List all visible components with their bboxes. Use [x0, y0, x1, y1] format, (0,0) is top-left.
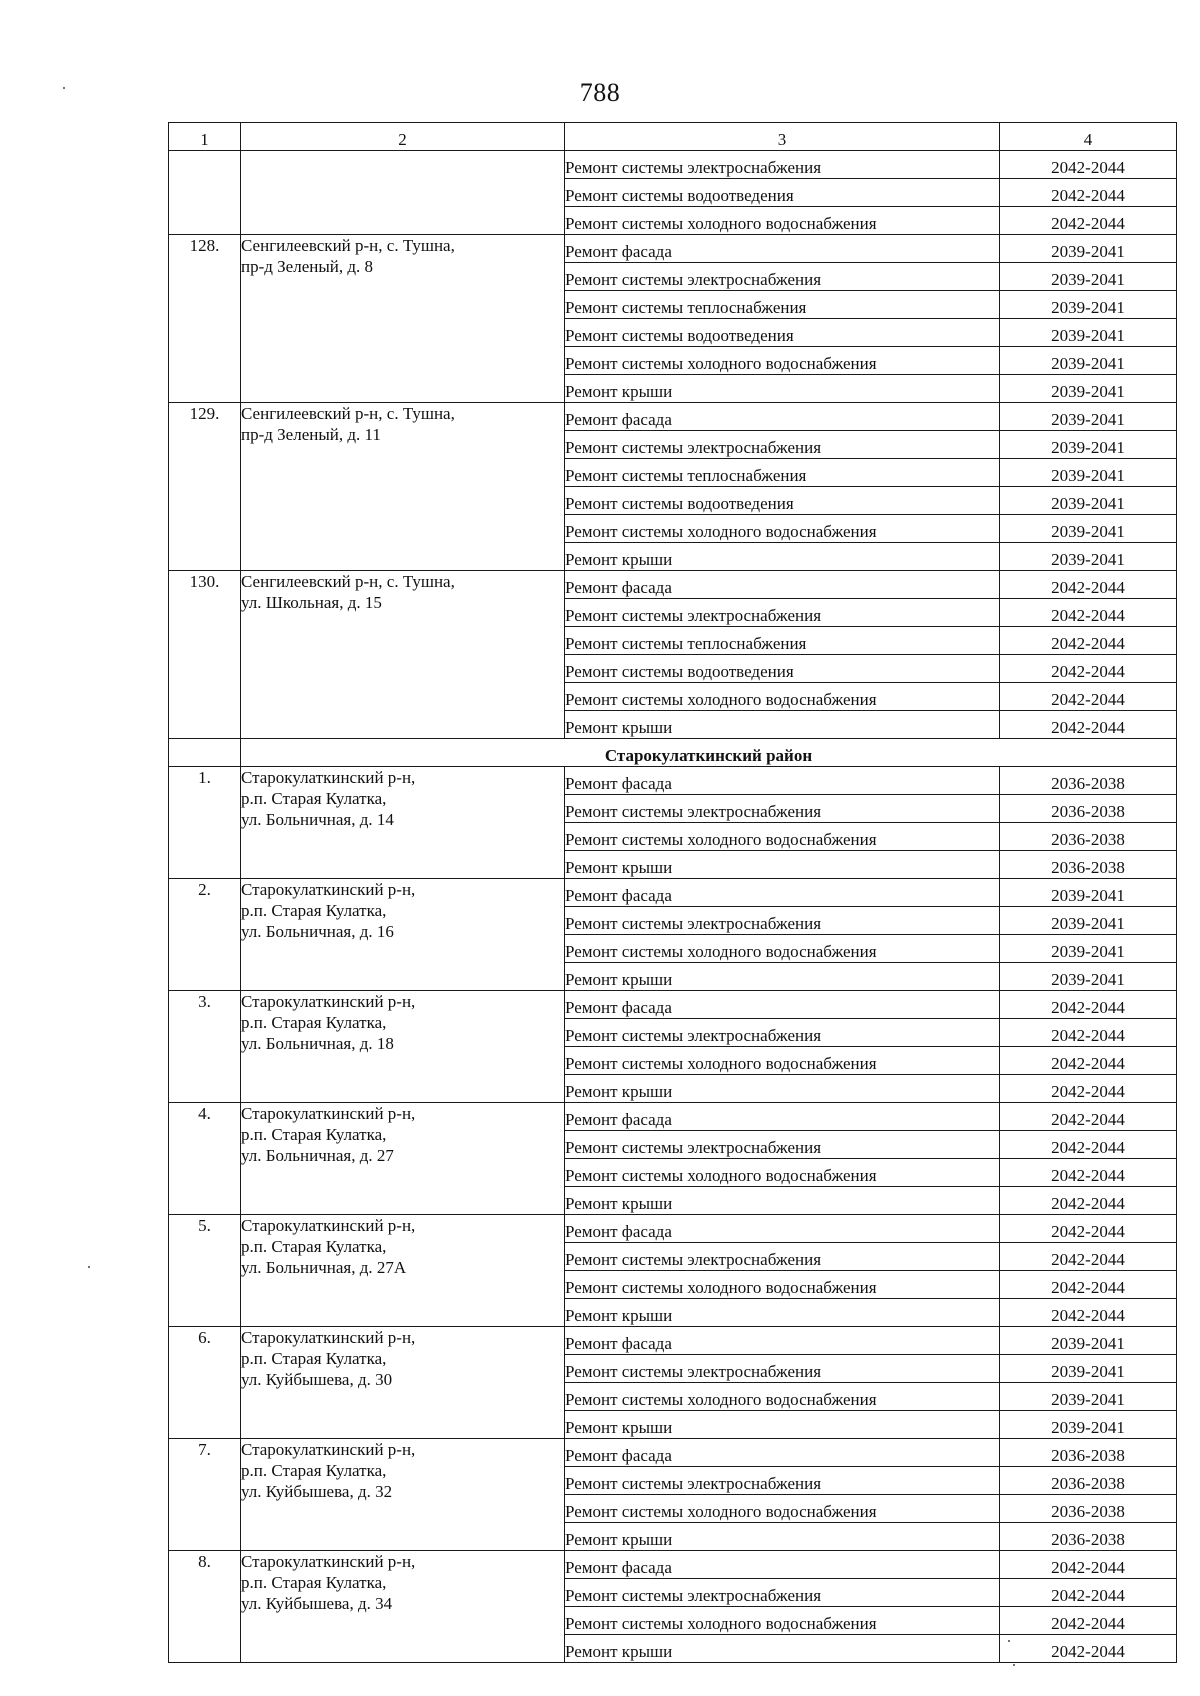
item-address — [241, 879, 565, 991]
item-number: 6. — [169, 1327, 241, 1439]
work-period: 2042-2044 — [1000, 599, 1177, 627]
work-period: 2036-2038 — [1000, 1439, 1177, 1467]
work-period: 2036-2038 — [1000, 1495, 1177, 1523]
address-line: пр-д Зеленый, д. 11 — [241, 425, 381, 444]
address-line: р.п. Старая Кулатка, — [241, 1349, 387, 1368]
work-period: 2042-2044 — [1000, 151, 1177, 179]
address-line: р.п. Старая Кулатка, — [241, 1237, 387, 1256]
item-number: 8. — [169, 1551, 241, 1663]
work-period: 2042-2044 — [1000, 1607, 1177, 1635]
table-row — [169, 1551, 1177, 1579]
work-type: Ремонт системы холодного водоснабжения — [565, 515, 1000, 543]
work-period: 2042-2044 — [1000, 1579, 1177, 1607]
work-period: 2042-2044 — [1000, 1103, 1177, 1131]
work-type: Ремонт системы холодного водоснабжения — [565, 1271, 1000, 1299]
table-row — [169, 879, 1177, 907]
item-number: 1. — [169, 767, 241, 879]
address-line: ул. Больничная, д. 27А — [241, 1258, 407, 1277]
work-type: Ремонт системы электроснабжения — [565, 431, 1000, 459]
work-period: 2039-2041 — [1000, 515, 1177, 543]
item-address — [241, 1327, 565, 1439]
work-period: 2039-2041 — [1000, 935, 1177, 963]
work-period: 2042-2044 — [1000, 1047, 1177, 1075]
scan-speck — [1008, 1640, 1010, 1642]
repair-schedule-table — [168, 122, 1177, 1663]
item-address — [241, 767, 565, 879]
work-type: Ремонт фасада — [565, 1439, 1000, 1467]
work-period: 2042-2044 — [1000, 1075, 1177, 1103]
address-line: ул. Куйбышева, д. 34 — [241, 1594, 393, 1613]
address-line: Старокулаткинский р-н, — [241, 992, 416, 1011]
address-line: ул. Больничная, д. 14 — [241, 810, 394, 829]
item-address — [241, 571, 565, 739]
item-address — [241, 1103, 565, 1215]
work-type: Ремонт крыши — [565, 1075, 1000, 1103]
address-line: пр-д Зеленый, д. 8 — [241, 257, 374, 276]
work-type: Ремонт фасада — [565, 235, 1000, 263]
address-line: ул. Больничная, д. 18 — [241, 1034, 394, 1053]
work-period: 2042-2044 — [1000, 571, 1177, 599]
address-line: ул. Школьная, д. 15 — [241, 593, 382, 612]
item-address — [241, 1439, 565, 1551]
scan-speck — [63, 87, 65, 89]
work-type: Ремонт системы электроснабжения — [565, 1579, 1000, 1607]
work-type: Ремонт крыши — [565, 851, 1000, 879]
work-period: 2039-2041 — [1000, 319, 1177, 347]
address-line: Старокулаткинский р-н, — [241, 1104, 416, 1123]
page-number: 788 — [579, 78, 621, 107]
table-row — [169, 1103, 1177, 1131]
table-row — [169, 1439, 1177, 1467]
work-type: Ремонт системы электроснабжения — [565, 599, 1000, 627]
work-type: Ремонт системы холодного водоснабжения — [565, 1159, 1000, 1187]
address-line: ул. Больничная, д. 16 — [241, 922, 394, 941]
work-period: 2042-2044 — [1000, 207, 1177, 235]
work-period: 2039-2041 — [1000, 263, 1177, 291]
work-type: Ремонт крыши — [565, 1299, 1000, 1327]
address-line: р.п. Старая Кулатка, — [241, 789, 387, 808]
address-line: р.п. Старая Кулатка, — [241, 1461, 387, 1480]
address-line: р.п. Старая Кулатка, — [241, 1125, 387, 1144]
work-type: Ремонт крыши — [565, 711, 1000, 739]
work-type: Ремонт фасада — [565, 767, 1000, 795]
work-period: 2042-2044 — [1000, 1243, 1177, 1271]
item-number: 129. — [169, 403, 241, 571]
work-type: Ремонт системы электроснабжения — [565, 1243, 1000, 1271]
header-cell-num: 1 — [169, 123, 241, 151]
work-type: Ремонт системы электроснабжения — [565, 263, 1000, 291]
address-line: ул. Больничная, д. 27 — [241, 1146, 394, 1165]
item-address — [241, 403, 565, 571]
work-period: 2036-2038 — [1000, 795, 1177, 823]
address-line: Сенгилеевский р-н, с. Тушна, — [241, 236, 455, 255]
address-line: ул. Куйбышева, д. 32 — [241, 1482, 393, 1501]
header-cell-period: 4 — [1000, 123, 1177, 151]
district-title: Старокулаткинский район — [241, 739, 1177, 767]
work-type: Ремонт фасада — [565, 571, 1000, 599]
table-row — [169, 235, 1177, 263]
item-number: 2. — [169, 879, 241, 991]
work-period: 2036-2038 — [1000, 1467, 1177, 1495]
work-type: Ремонт крыши — [565, 963, 1000, 991]
work-period: 2042-2044 — [1000, 1131, 1177, 1159]
work-type: Ремонт фасада — [565, 1103, 1000, 1131]
work-period: 2042-2044 — [1000, 991, 1177, 1019]
work-type: Ремонт системы водоотведения — [565, 655, 1000, 683]
work-type: Ремонт крыши — [565, 375, 1000, 403]
work-period: 2042-2044 — [1000, 1271, 1177, 1299]
work-type: Ремонт системы холодного водоснабжения — [565, 207, 1000, 235]
work-type: Ремонт крыши — [565, 1187, 1000, 1215]
work-type: Ремонт крыши — [565, 1635, 1000, 1663]
work-period: 2042-2044 — [1000, 683, 1177, 711]
district-num-cell — [169, 739, 241, 767]
table-row — [169, 767, 1177, 795]
work-period: 2042-2044 — [1000, 1187, 1177, 1215]
address-line: р.п. Старая Кулатка, — [241, 1573, 387, 1592]
work-period: 2039-2041 — [1000, 1411, 1177, 1439]
work-period: 2039-2041 — [1000, 431, 1177, 459]
address-line: Старокулаткинский р-н, — [241, 1328, 416, 1347]
work-type: Ремонт крыши — [565, 543, 1000, 571]
address-line: р.п. Старая Кулатка, — [241, 901, 387, 920]
table-body — [169, 123, 1177, 1663]
work-period: 2039-2041 — [1000, 403, 1177, 431]
work-period: 2039-2041 — [1000, 1327, 1177, 1355]
work-period: 2036-2038 — [1000, 851, 1177, 879]
work-type: Ремонт системы теплоснабжения — [565, 627, 1000, 655]
work-type: Ремонт системы электроснабжения — [565, 1019, 1000, 1047]
work-type: Ремонт системы холодного водоснабжения — [565, 1383, 1000, 1411]
item-number: 3. — [169, 991, 241, 1103]
work-period: 2042-2044 — [1000, 1299, 1177, 1327]
work-type: Ремонт системы электроснабжения — [565, 907, 1000, 935]
scan-speck — [88, 1266, 90, 1268]
work-period: 2039-2041 — [1000, 879, 1177, 907]
work-period: 2042-2044 — [1000, 655, 1177, 683]
work-period: 2039-2041 — [1000, 235, 1177, 263]
work-period: 2042-2044 — [1000, 711, 1177, 739]
work-type: Ремонт системы холодного водоснабжения — [565, 1607, 1000, 1635]
work-period: 2039-2041 — [1000, 1383, 1177, 1411]
item-number — [169, 151, 241, 235]
work-type: Ремонт системы электроснабжения — [565, 151, 1000, 179]
address-line: Старокулаткинский р-н, — [241, 880, 416, 899]
work-type: Ремонт системы холодного водоснабжения — [565, 1495, 1000, 1523]
work-type: Ремонт системы водоотведения — [565, 487, 1000, 515]
work-type: Ремонт системы водоотведения — [565, 319, 1000, 347]
item-number: 5. — [169, 1215, 241, 1327]
table-row — [169, 151, 1177, 179]
work-period: 2042-2044 — [1000, 627, 1177, 655]
work-type: Ремонт фасада — [565, 1551, 1000, 1579]
item-address — [241, 235, 565, 403]
work-period: 2039-2041 — [1000, 963, 1177, 991]
work-period: 2039-2041 — [1000, 291, 1177, 319]
item-address — [241, 1551, 565, 1663]
work-type: Ремонт системы электроснабжения — [565, 1467, 1000, 1495]
work-type: Ремонт крыши — [565, 1523, 1000, 1551]
item-address — [241, 1215, 565, 1327]
work-type: Ремонт системы электроснабжения — [565, 795, 1000, 823]
address-line: Старокулаткинский р-н, — [241, 768, 416, 787]
work-period: 2039-2041 — [1000, 347, 1177, 375]
work-period: 2039-2041 — [1000, 487, 1177, 515]
item-number: 128. — [169, 235, 241, 403]
work-type: Ремонт системы теплоснабжения — [565, 291, 1000, 319]
scan-speck — [1013, 1664, 1015, 1666]
work-type: Ремонт фасада — [565, 1215, 1000, 1243]
work-period: 2042-2044 — [1000, 1635, 1177, 1663]
work-type: Ремонт системы холодного водоснабжения — [565, 1047, 1000, 1075]
table-row — [169, 1215, 1177, 1243]
work-type: Ремонт фасада — [565, 403, 1000, 431]
work-period: 2042-2044 — [1000, 1159, 1177, 1187]
work-type: Ремонт системы холодного водоснабжения — [565, 823, 1000, 851]
work-type: Ремонт системы холодного водоснабжения — [565, 347, 1000, 375]
work-period: 2039-2041 — [1000, 543, 1177, 571]
address-line: Сенгилеевский р-н, с. Тушна, — [241, 404, 455, 423]
item-address — [241, 151, 565, 235]
item-number: 130. — [169, 571, 241, 739]
address-line: Старокулаткинский р-н, — [241, 1552, 416, 1571]
table-row — [169, 991, 1177, 1019]
work-type: Ремонт системы холодного водоснабжения — [565, 935, 1000, 963]
work-type: Ремонт фасада — [565, 991, 1000, 1019]
address-line: Сенгилеевский р-н, с. Тушна, — [241, 572, 455, 591]
work-period: 2039-2041 — [1000, 459, 1177, 487]
header-cell-work: 3 — [565, 123, 1000, 151]
work-period: 2039-2041 — [1000, 1355, 1177, 1383]
work-type: Ремонт фасада — [565, 1327, 1000, 1355]
work-period: 2042-2044 — [1000, 1215, 1177, 1243]
work-period: 2042-2044 — [1000, 1019, 1177, 1047]
table-row — [169, 571, 1177, 599]
work-type: Ремонт системы водоотведения — [565, 179, 1000, 207]
item-number: 7. — [169, 1439, 241, 1551]
address-line: р.п. Старая Кулатка, — [241, 1013, 387, 1032]
work-type: Ремонт системы электроснабжения — [565, 1131, 1000, 1159]
work-period: 2036-2038 — [1000, 823, 1177, 851]
work-type: Ремонт системы теплоснабжения — [565, 459, 1000, 487]
address-line: Старокулаткинский р-н, — [241, 1216, 416, 1235]
header-cell-address: 2 — [241, 123, 565, 151]
header-row — [169, 123, 1177, 151]
address-line: ул. Куйбышева, д. 30 — [241, 1370, 393, 1389]
item-address — [241, 991, 565, 1103]
table-row — [169, 403, 1177, 431]
work-period: 2039-2041 — [1000, 375, 1177, 403]
district-row — [169, 739, 1177, 767]
work-period: 2036-2038 — [1000, 767, 1177, 795]
work-type: Ремонт фасада — [565, 879, 1000, 907]
item-number: 4. — [169, 1103, 241, 1215]
work-period: 2039-2041 — [1000, 907, 1177, 935]
work-period: 2042-2044 — [1000, 1551, 1177, 1579]
work-type: Ремонт системы холодного водоснабжения — [565, 683, 1000, 711]
work-period: 2036-2038 — [1000, 1523, 1177, 1551]
table-row — [169, 1327, 1177, 1355]
work-type: Ремонт системы электроснабжения — [565, 1355, 1000, 1383]
work-type: Ремонт крыши — [565, 1411, 1000, 1439]
work-period: 2042-2044 — [1000, 179, 1177, 207]
address-line: Старокулаткинский р-н, — [241, 1440, 416, 1459]
